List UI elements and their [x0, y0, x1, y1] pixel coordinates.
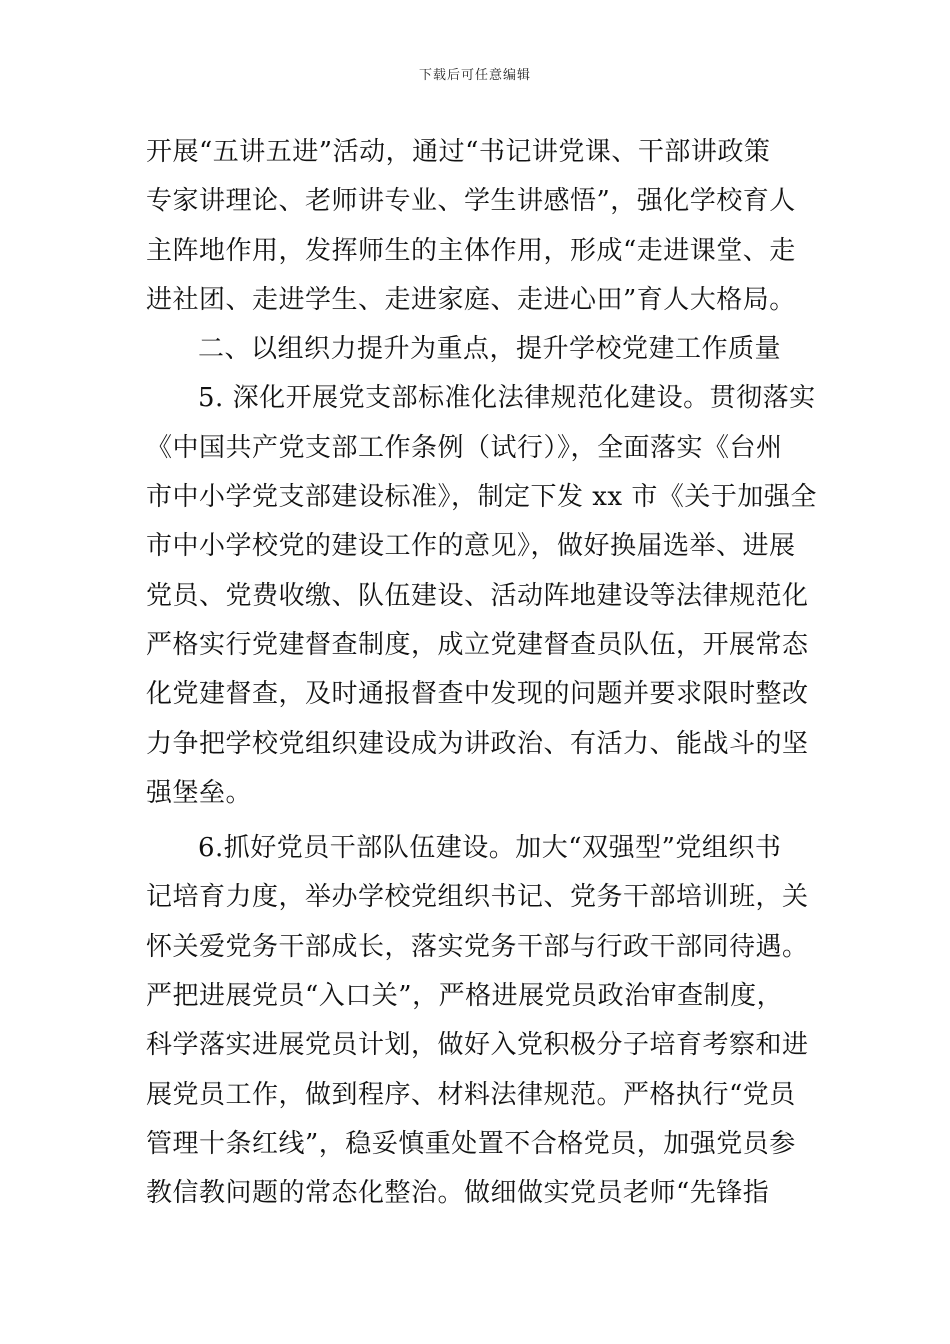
text-line: 进社团、走进学生、走进家庭、走进心田”育人大格局。	[146, 284, 796, 315]
text-line: 科学落实进展党员计划，做好入党积极分子培育考察和进	[146, 1030, 809, 1061]
text-line: 党员、党费收缴、队伍建设、活动阵地建设等法律规范化	[146, 580, 809, 611]
text-line: 市中小学校党的建设工作的意见》，做好换届选举、进展	[146, 531, 796, 562]
page-header: 下载后可任意编辑	[418, 68, 531, 83]
text-line: 严格实行党建督查制度，成立党建督查员队伍，开展常态	[146, 629, 809, 660]
text-line: 5. 深化开展党支部标准化法律规范化建设。贯彻落实	[198, 383, 816, 414]
document-body	[146, 128, 826, 1219]
text-line: 专家讲理论、老师讲专业、学生讲感悟”，强化学校育人	[146, 186, 796, 217]
text-line: 力争把学校党组织建设成为讲政治、有活力、能战斗的坚	[146, 728, 809, 759]
text-line: 管理十条红线”，稳妥慎重处置不合格党员，加强党员参	[146, 1128, 796, 1159]
text-line: 化党建督查，及时通报督查中发现的问题并要求限时整改	[146, 679, 809, 710]
text-line: 教信教问题的常态化整治。做细做实党员老师“先锋指	[146, 1178, 770, 1209]
text-line: 记培育力度，举办学校党组织书记、党务干部培训班，关	[146, 882, 809, 913]
section-heading: 二、以组织力提升为重点，提升学校党建工作质量	[198, 334, 782, 365]
text-line: 严把进展党员“入口关”，严格进展党员政治审查制度，	[146, 981, 784, 1012]
text-line: 市中小学党支部建设标准》，制定下发 xx 市《关于加强全	[146, 482, 817, 513]
text-line: 开展“五讲五进”活动，通过“书记讲党课、干部讲政策	[146, 137, 771, 167]
text-line: 主阵地作用，发挥师生的主体作用，形成“走进课堂、走	[146, 235, 796, 266]
text-line: 展党员工作，做到程序、材料法律规范。严格执行“党员	[146, 1079, 796, 1110]
text-line: 怀关爱党务干部成长，落实党务干部与行政干部同待遇。	[146, 931, 809, 962]
text-line: 6.抓好党员干部队伍建设。加大“双强型”党组织书	[198, 833, 782, 864]
text-line: 《中国共产党支部工作条例（试行）》，全面落实《台州	[146, 432, 783, 463]
text-line: 强堡垒。	[146, 777, 253, 808]
